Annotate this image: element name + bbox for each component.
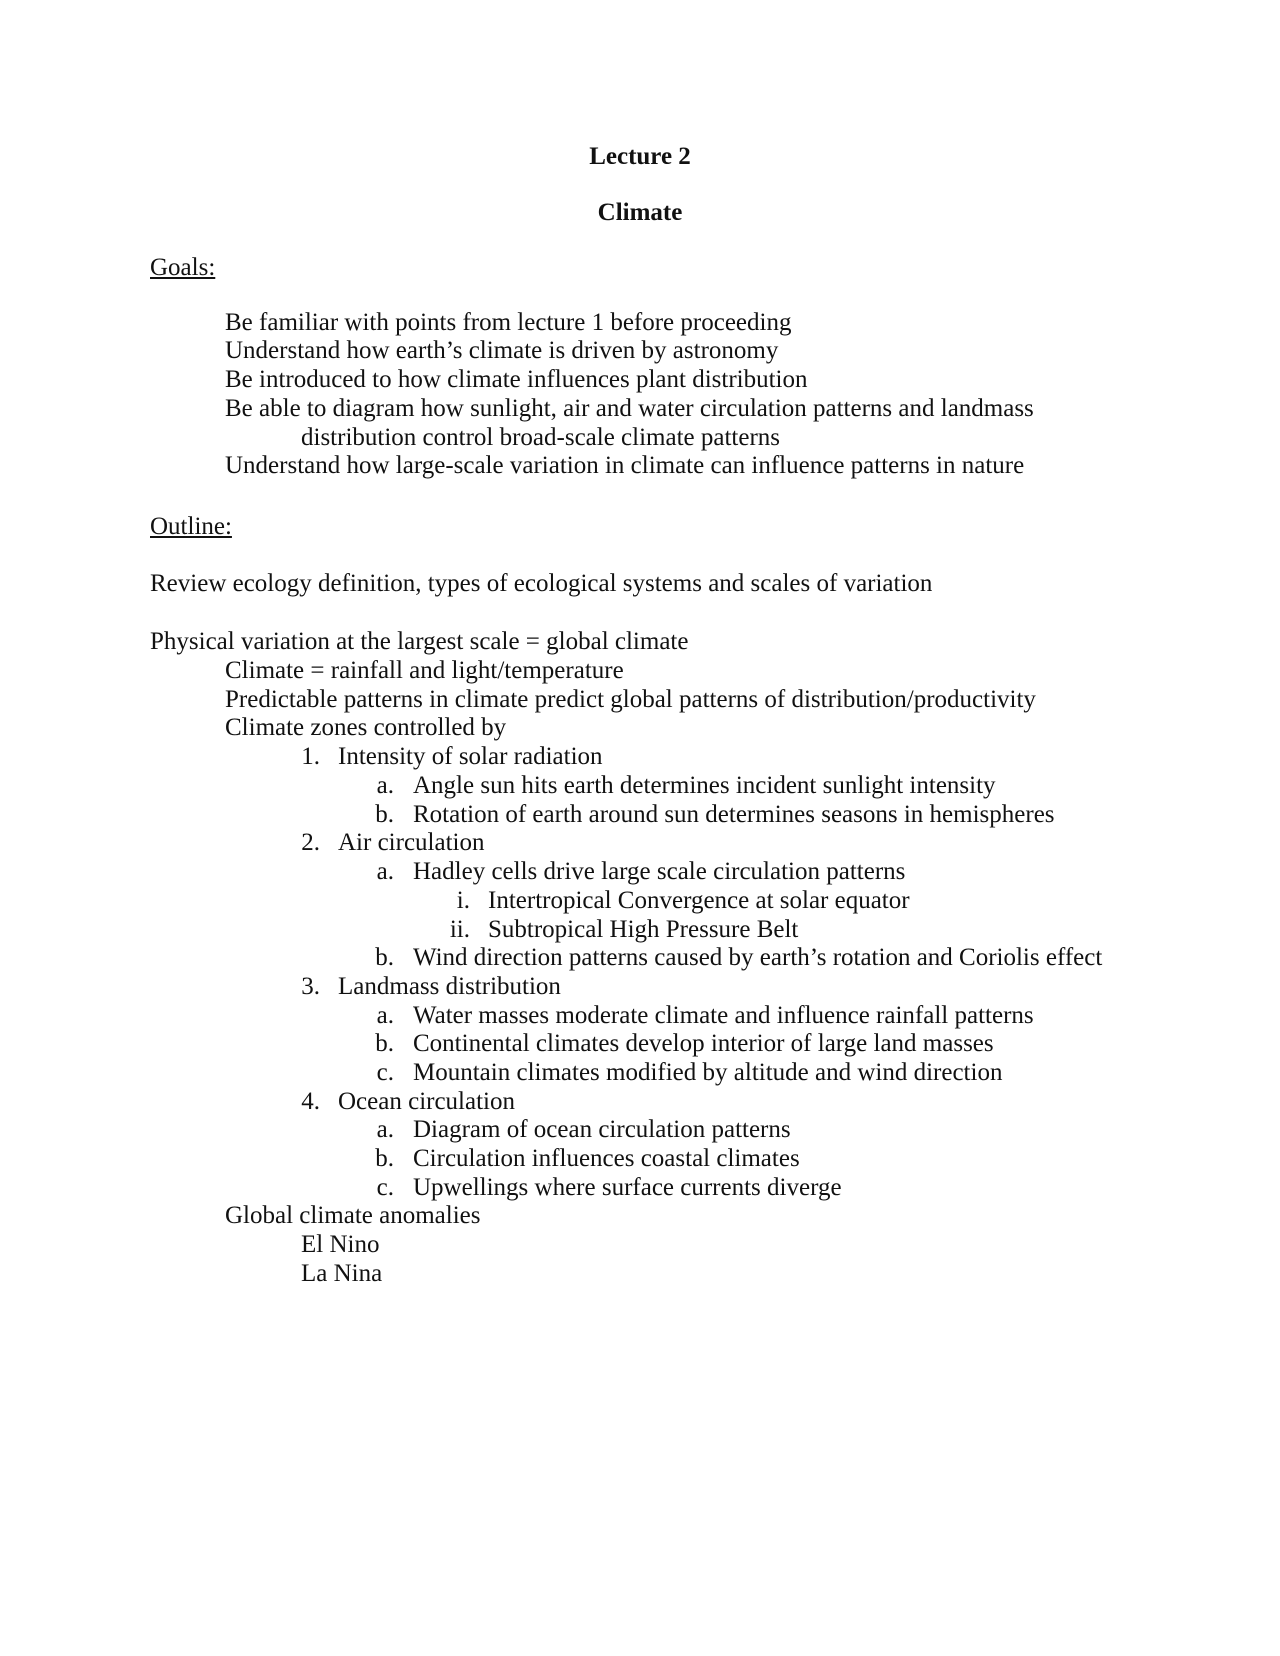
goal-item: Understand how large-scale variation in climate can influence patterns in nature: [225, 452, 1025, 479]
list-marker: a.: [376, 1002, 394, 1029]
outline-predictable: Predictable patterns in climate predict global patterns of distribution/productivity: [225, 686, 1036, 713]
list-marker: a.: [376, 858, 394, 885]
outline-zones: Climate zones controlled by: [225, 714, 507, 741]
control-item: Air circulation: [338, 829, 485, 856]
list-marker: a.: [376, 1116, 394, 1143]
list-marker: b.: [375, 944, 394, 971]
list-marker: b.: [375, 1030, 394, 1057]
list-marker: i.: [456, 887, 470, 914]
sub-item: Rotation of earth around sun determines seasons in hemispheres: [413, 801, 1055, 828]
list-marker: c.: [376, 1059, 394, 1086]
list-marker: ii.: [449, 916, 470, 943]
control-item: Landmass distribution: [338, 973, 561, 1000]
sub-item: Mountain climates modified by altitude and wind direction: [413, 1059, 1003, 1086]
goal-item-continuation: distribution control broad-scale climate patterns: [301, 424, 781, 451]
sub-item: Water masses moderate climate and influence rainfall patterns: [413, 1002, 1034, 1029]
list-marker: b.: [375, 1145, 394, 1172]
outline-heading: Outline:: [150, 513, 232, 540]
outline-review: Review ecology definition, types of ecological systems and scales of variation: [150, 570, 933, 597]
goal-item: Be introduced to how climate influences plant distribution: [225, 366, 808, 393]
outline-climate-def: Climate = rainfall and light/temperature: [225, 657, 624, 684]
list-marker: c.: [376, 1174, 394, 1201]
goal-item: Understand how earth’s climate is driven by astronomy: [225, 337, 779, 364]
list-marker: 2.: [301, 829, 320, 856]
goal-item: Be able to diagram how sunlight, air and water circulation patterns and landmass: [225, 395, 1034, 422]
list-marker: 3.: [301, 973, 320, 1000]
anomaly-item: La Nina: [301, 1260, 383, 1287]
goals-heading: Goals:: [150, 254, 216, 281]
list-marker: 4.: [301, 1088, 320, 1115]
document-subtitle: Climate: [597, 199, 683, 226]
control-item: Ocean circulation: [338, 1088, 515, 1115]
anomaly-item: El Nino: [301, 1231, 380, 1258]
sub-item: Circulation influences coastal climates: [413, 1145, 800, 1172]
list-marker: b.: [375, 801, 394, 828]
outline-physical: Physical variation at the largest scale = global climate: [150, 628, 689, 655]
sub-item: Hadley cells drive large scale circulation patterns: [413, 858, 906, 885]
list-marker: 1.: [301, 743, 320, 770]
sub-item: Angle sun hits earth determines incident sunlight intensity: [413, 772, 996, 799]
outline-anomalies: Global climate anomalies: [225, 1202, 481, 1229]
goal-item: Be familiar with points from lecture 1 before proceeding: [225, 309, 792, 336]
sub-item: Continental climates develop interior of large land masses: [413, 1030, 994, 1057]
sub-item: Upwellings where surface currents diverge: [413, 1174, 842, 1201]
control-item: Intensity of solar radiation: [338, 743, 603, 770]
sub-sub-item: Intertropical Convergence at solar equator: [488, 887, 910, 914]
sub-sub-item: Subtropical High Pressure Belt: [488, 916, 799, 943]
document-title: Lecture 2: [589, 143, 691, 170]
sub-item: Wind direction patterns caused by earth’s rotation and Coriolis effect: [413, 944, 1103, 971]
list-marker: a.: [376, 772, 394, 799]
sub-item: Diagram of ocean circulation patterns: [413, 1116, 791, 1143]
